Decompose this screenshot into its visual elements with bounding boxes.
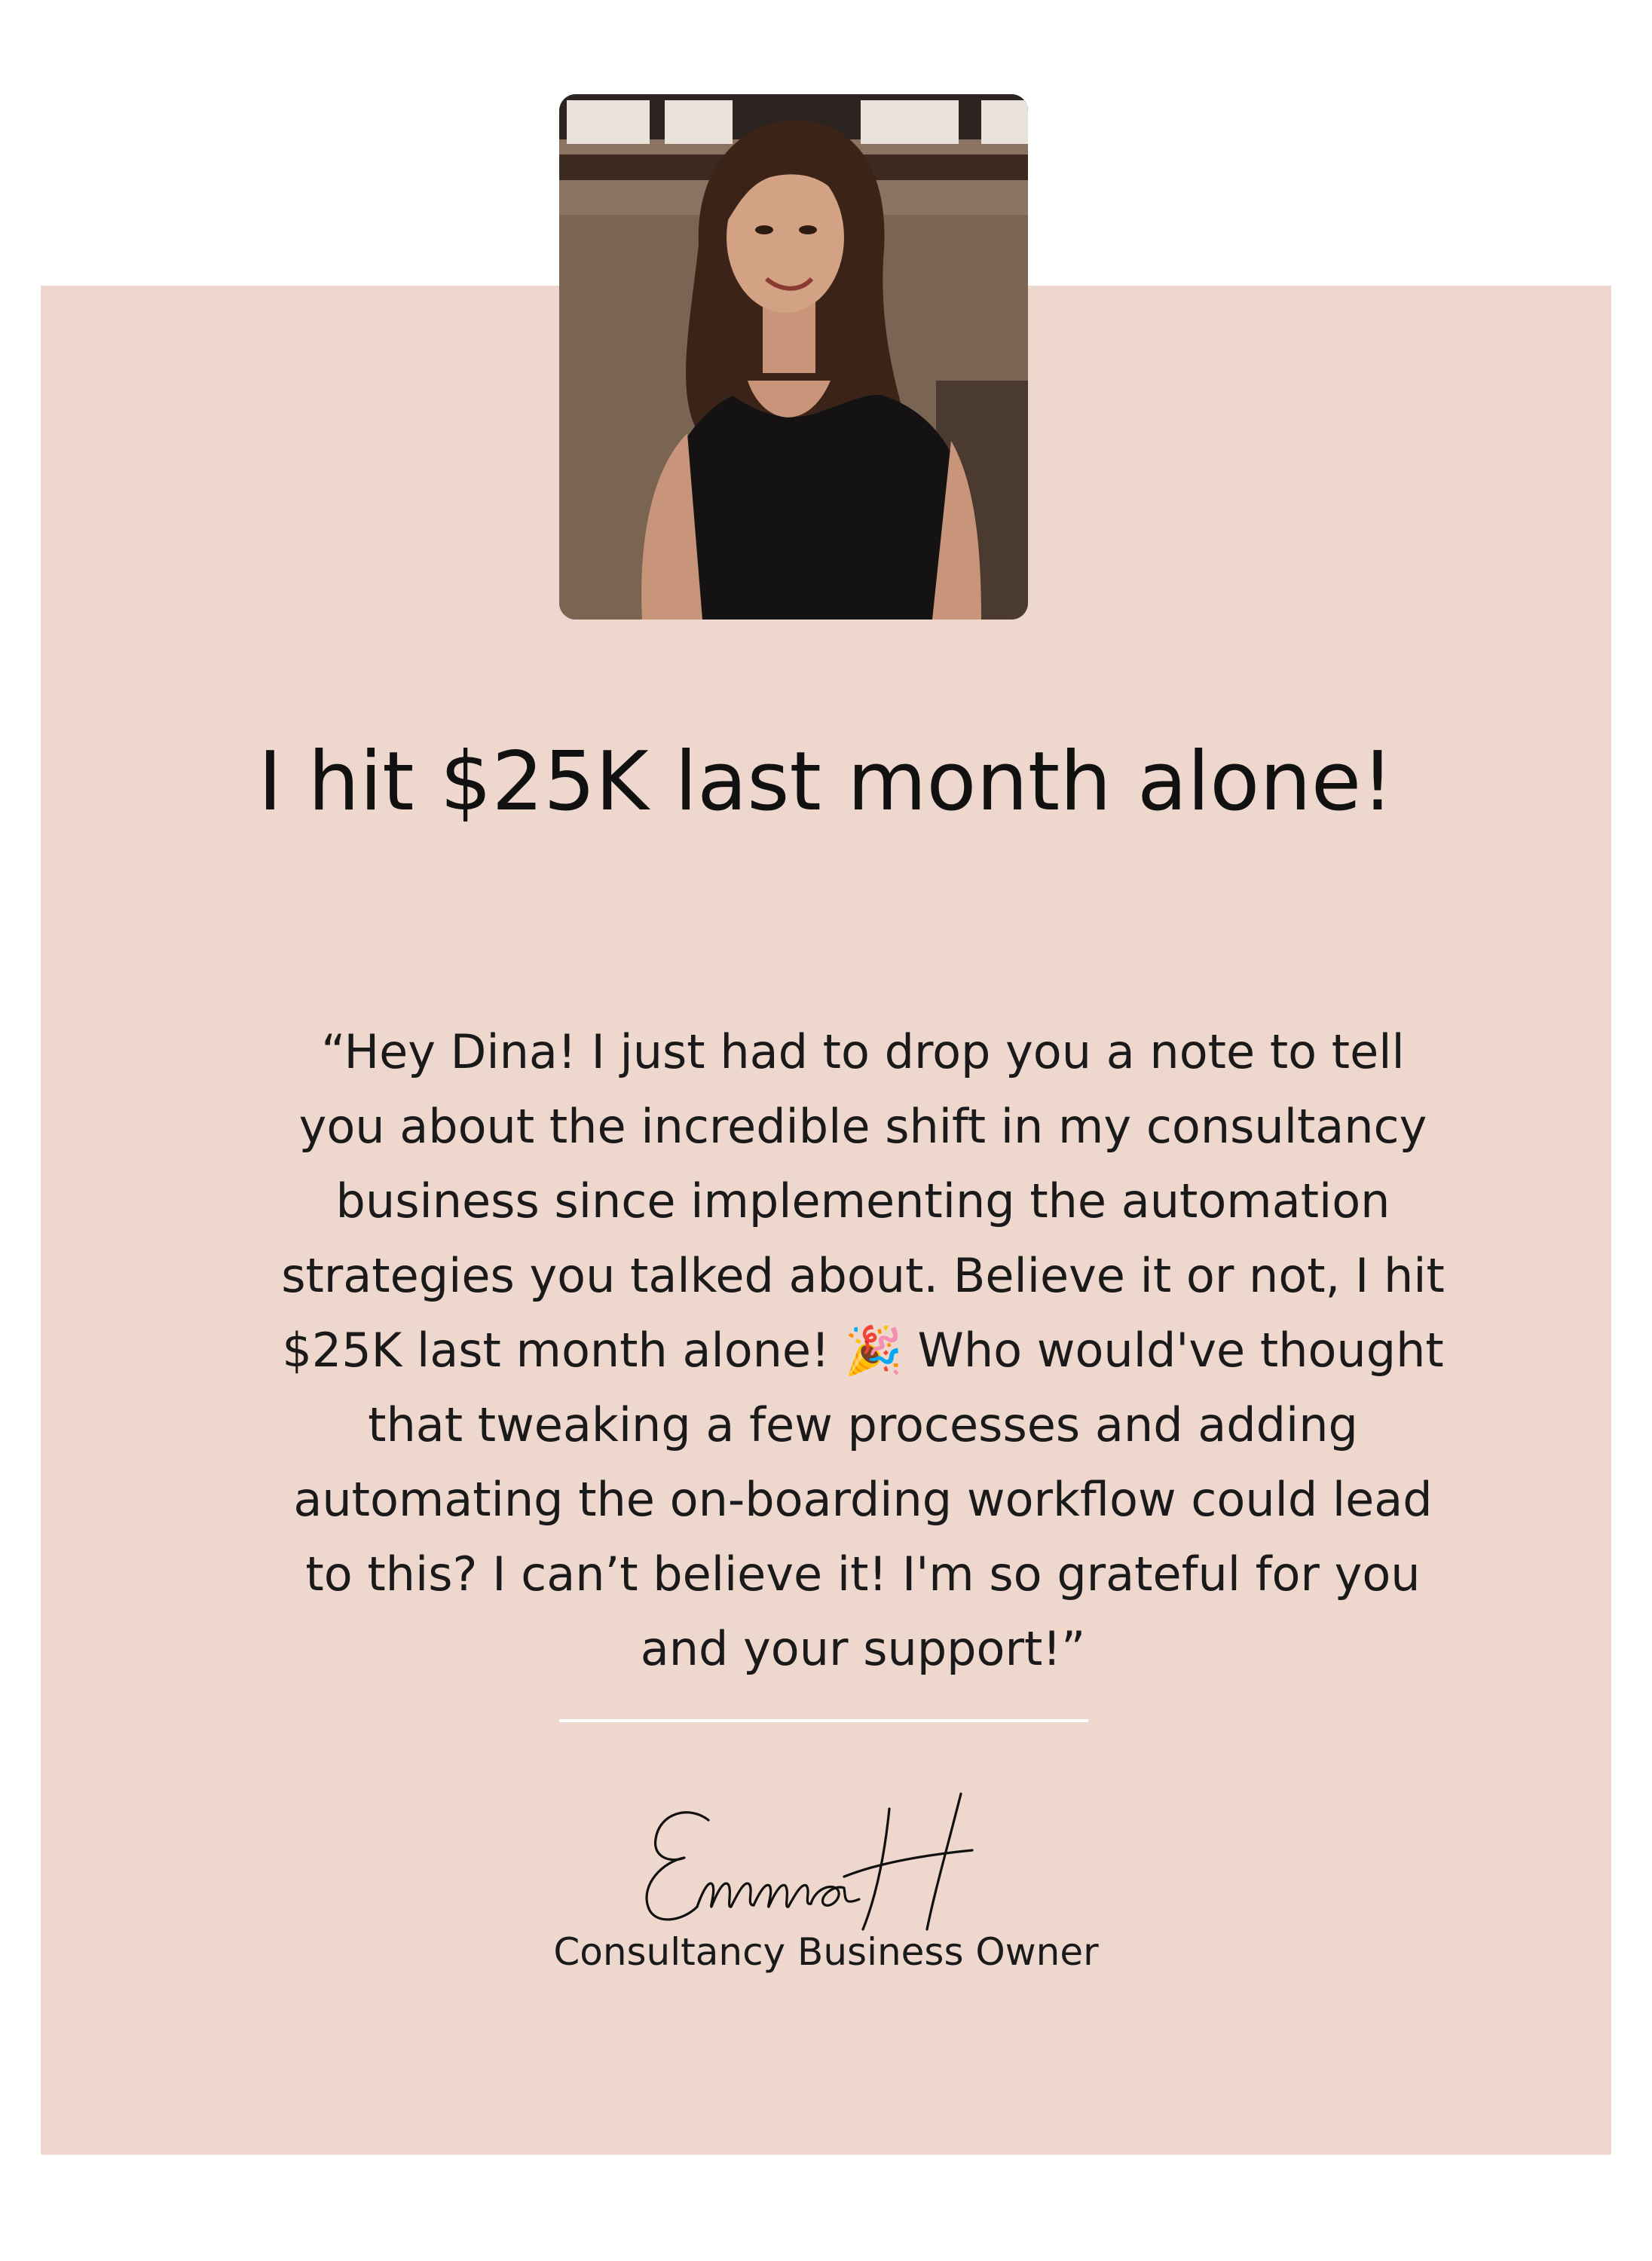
- testimonial-headline: I hit $25K last month alone!: [258, 735, 1394, 829]
- signature-image: [618, 1779, 1025, 1937]
- testimonial-photo: [559, 94, 1028, 620]
- testimonial-role: Consultancy Business Owner: [553, 1930, 1099, 1974]
- divider: [559, 1719, 1088, 1722]
- testimonial-quote: “Hey Dina! I just had to drop you a note to tell you about the incredible shift in my consultancy business since implementing the automation strategies you talked about. Believe it or not, I hit $25K last month alone! 🎉 Who would've thought that tweaking a few processes and adding automating the on-boarding workflow could lead to this? I can’t believe it! I'm so grateful for you and your support!”: [281, 1024, 1445, 1676]
